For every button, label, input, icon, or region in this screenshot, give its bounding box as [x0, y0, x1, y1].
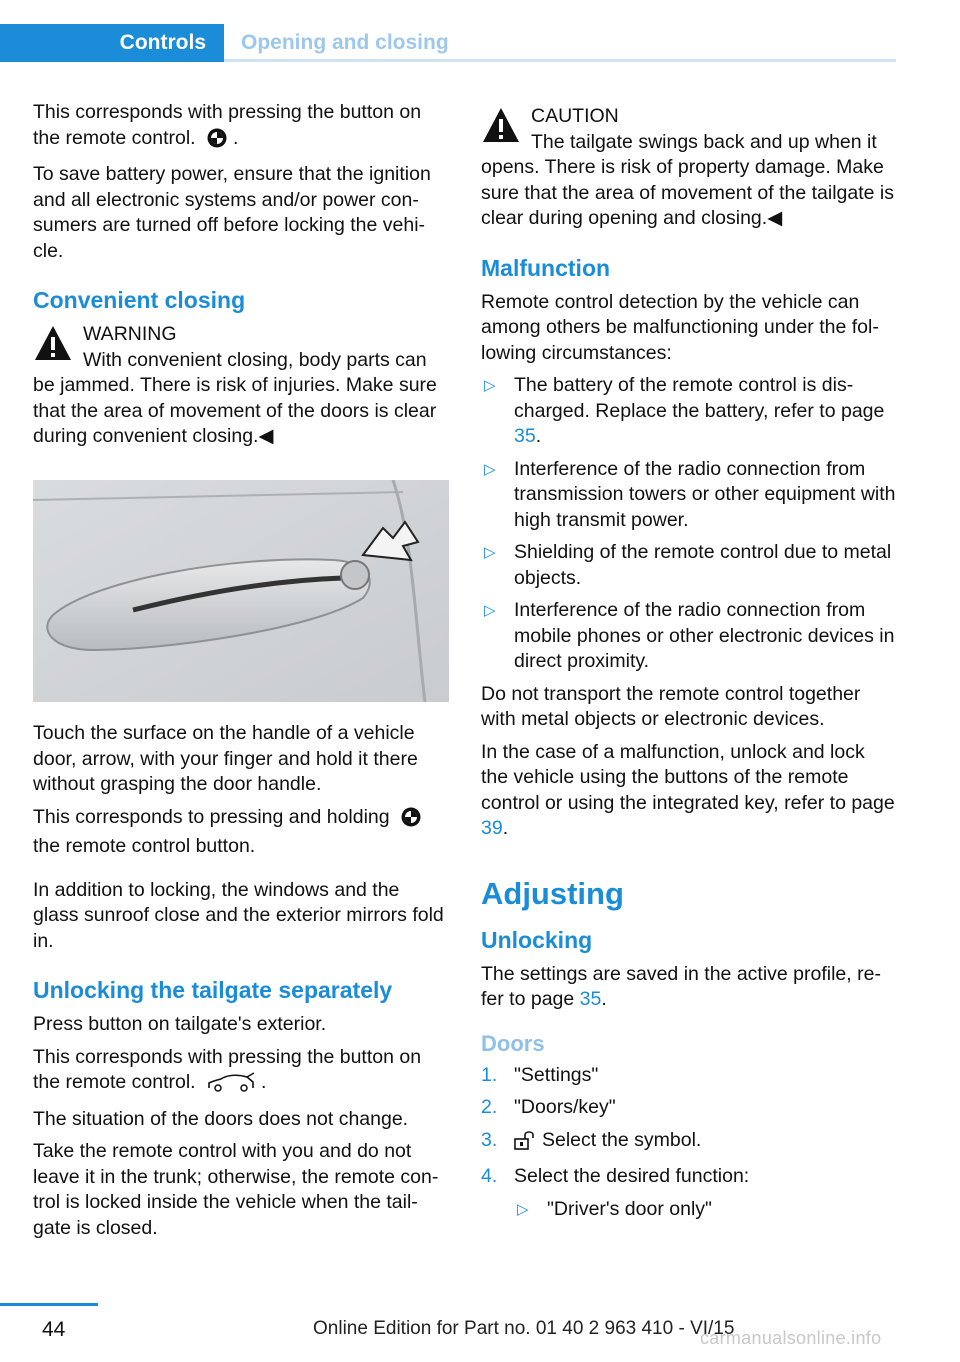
car-tailgate-icon — [207, 1072, 255, 1100]
list-item — [481, 457, 897, 534]
text: Interference of the radio connection from transmission towers or other equipment with high transmit power. — [514, 457, 896, 531]
text: . — [261, 1071, 267, 1093]
list-item — [514, 1197, 897, 1223]
text: This corresponds with pressing the button on the remote control. — [33, 101, 422, 149]
text: Select the symbol. — [542, 1128, 702, 1151]
text: . — [601, 988, 607, 1010]
caution-title: CAUTION — [531, 105, 619, 127]
watermark: carmanualsonline.info — [700, 1328, 882, 1348]
bmw-logo-icon — [401, 807, 421, 835]
footer-rule — [0, 1303, 98, 1306]
left-column — [33, 100, 449, 1248]
list-item — [481, 540, 897, 591]
text: the remote control button. — [33, 835, 256, 857]
text: This corresponds to pressing and holding — [33, 805, 390, 828]
text: "Settings" — [514, 1063, 599, 1086]
text: . — [502, 817, 509, 839]
paragraph — [33, 1045, 449, 1100]
text: "Doors/key" — [514, 1096, 616, 1118]
text: The settings are saved in the active profile, re-fer to page — [481, 962, 881, 1010]
warning-title: WARNING — [83, 323, 177, 345]
page-link[interactable]: 39 — [481, 817, 503, 839]
bullet-triangle-icon: ▷ — [484, 544, 496, 561]
right-column — [481, 100, 897, 1229]
section-tab: Controls — [0, 24, 224, 62]
paragraph: Remote control detection by the vehicle can among others be malfunctioning under the fol-lowing circumstances: — [481, 290, 879, 364]
page-link[interactable]: 35 — [514, 425, 536, 447]
step-number: 4. — [481, 1165, 498, 1187]
warning-first-line: With convenient closing, body parts can — [83, 348, 427, 371]
paragraph — [33, 100, 449, 155]
bullet-triangle-icon: ▷ — [484, 377, 496, 394]
subsection-tab: Opening and closing — [241, 31, 449, 54]
bmw-logo-icon — [207, 128, 227, 156]
text: "Driver's door only" — [547, 1197, 712, 1220]
warning-body: be jammed. There is risk of injuries. Make sure that the area of movement of the doors is clear during convenient closing.◀ — [33, 374, 437, 447]
text: In the case of a malfunction, unlock and lock the vehicle using the buttons of the remote control or using the integrated key, refer to page — [481, 740, 895, 814]
list-item — [481, 1095, 897, 1121]
heading-convenient-closing: Convenient closing — [33, 287, 246, 313]
heading-malfunction: Malfunction — [481, 254, 611, 281]
page-link[interactable]: 35 — [579, 988, 602, 1010]
list-item — [481, 1063, 897, 1089]
step-number: 2. — [481, 1096, 498, 1118]
list-item — [481, 598, 897, 675]
header-rule — [224, 59, 896, 62]
paragraph — [481, 740, 897, 842]
list-item — [481, 1164, 897, 1222]
warning-box — [33, 322, 449, 450]
warning-triangle-icon — [481, 106, 521, 146]
sub-list — [514, 1197, 897, 1223]
paragraph: Take the remote control with you and do not leave it in the trunk; otherwise, the remote con-trol is locked inside the vehicle when the tail-gate is closed. — [33, 1140, 439, 1239]
paragraph: Do not transport the remote control together with metal objects or electronic devices. — [481, 682, 861, 730]
page-header — [0, 0, 896, 62]
edition-text: Online Edition for Part no. 01 40 2 963 410 - VI/15 — [313, 1318, 735, 1339]
paragraph — [481, 962, 897, 1013]
malfunction-list — [481, 373, 897, 675]
list-item — [481, 1128, 897, 1158]
paragraph: The situation of the doors does not change. — [33, 1107, 409, 1130]
caution-body: opens. There is risk of property damage. Make sure that the area of movement of the tailgate is clear during opening and closing.◀ — [481, 156, 894, 229]
list-item — [481, 373, 897, 450]
caution-box — [481, 104, 897, 232]
heading-adjusting: Adjusting — [481, 875, 624, 911]
heading-doors: Doors — [481, 1030, 545, 1056]
step-number: 3. — [481, 1128, 498, 1151]
text: . — [233, 126, 239, 149]
paragraph: Touch the surface on the handle of a vehicle door, arrow, with your finger and hold it there without grasping the door handle. — [33, 722, 418, 795]
caution-first-line: The tailgate swings back and up when it — [531, 130, 877, 153]
bullet-triangle-icon: ▷ — [484, 460, 496, 478]
heading-unlocking: Unlocking — [481, 926, 593, 953]
paragraph — [33, 805, 449, 860]
text: The battery of the remote control is dis-charged. Replace the battery, refer to page — [514, 374, 885, 422]
bullet-triangle-icon: ▷ — [517, 1200, 529, 1218]
heading-unlocking-tailgate: Unlocking the tailgate separately — [33, 977, 393, 1003]
steps-list — [481, 1063, 897, 1223]
step-number: 1. — [481, 1063, 498, 1086]
bullet-triangle-icon: ▷ — [484, 602, 496, 619]
door-handle-photo — [33, 480, 449, 702]
paragraph: Press button on tailgate's exterior. — [33, 1013, 327, 1035]
warning-triangle-icon — [33, 324, 73, 364]
text: Shielding of the remote control due to metal objects. — [514, 541, 892, 589]
text: Select the desired function: — [514, 1165, 750, 1187]
page-number: 44 — [42, 1318, 66, 1341]
paragraph: To save battery power, ensure that the ignition and all electronic systems and/or power con-sumers are turned off before locking the vehi-cle. — [33, 163, 431, 262]
text: This corresponds with pressing the button on the remote control. — [33, 1045, 422, 1093]
text: Interference of the radio connection from mobile phones or other electronic devices in direct proximity. — [514, 599, 895, 672]
paragraph: In addition to locking, the windows and the glass sunroof close and the exterior mirrors fold in. — [33, 878, 444, 952]
door-lock-symbol-icon — [514, 1130, 536, 1158]
text: . — [535, 425, 542, 447]
